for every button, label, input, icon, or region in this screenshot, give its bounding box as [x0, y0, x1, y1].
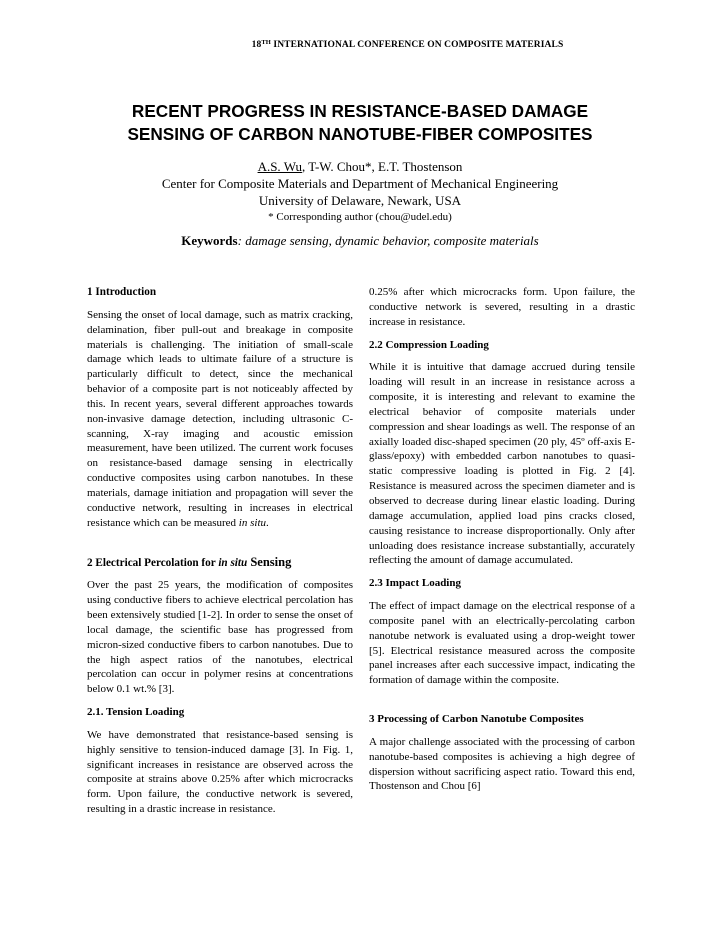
section-1-body: Sensing the onset of local damage, such as matrix cracking, delamination, fiber pull-out and breakage in composite materials is challenging. The initiation of small-scale damage which leads to ultimate failure of a structure is particularly difficult to detect, since the mechanical behavior of a composite part is not noticeably affected by this. In recent years, several different approaches towards non-invasive damage detection, including ultrasonic C-scanning, X-ray imaging and acoustic emission measurement, have been utilized. The current work focuses on resistance-based damage sensing in electrically conductive composites using carbon nanotubes. In these materials, damage initiation and propagation will sever the conductive network, resulting in increases in electrical resistance which can be measured in situ. [87, 308, 353, 529]
conference-ordinal-suffix: TH [261, 39, 271, 46]
conference-name: INTERNATIONAL CONFERENCE ON COMPOSITE MATERIALS [273, 40, 564, 50]
section-3-heading: 3 Processing of Carbon Nanotube Composites [369, 713, 584, 726]
right-column [369, 285, 635, 794]
section-2-1-heading: 2.1. Tension Loading [87, 706, 185, 719]
affiliation-line-1: Center for Composite Materials and Department of Mechanical Engineering [161, 176, 559, 191]
section-1-heading: 1 Introduction [87, 286, 157, 298]
section-2-body: Over the past 25 years, the modification of composites using conductive fibers to achieve electrical percolation has been extensively studied [1-2]. In order to sense the onset of local damage, the scientific base has progressed from micron-sized conductive fibers to carbon nanotubes. Due to the high aspect ratios of the nanotubes, electrical percolation can occur in polymer resins at concentrations below 0.1 wt.% [3]. [87, 579, 353, 696]
section-2-2-body: While it is intuitive that damage accrued during tensile loading will result in an increase in resistance across a composite, it is interesting and relevant to examine the electrical behavior of composite materials under compression and shear loadings as well. The response of an axially loaded disc-shaped specimen (20 ply, 45º off-axis E-glass/epoxy) with embedded carbon nanotubes to quasi-static compressive loading is plotted in Fig. 2 [4]. Resistance is measured across the specimen diameter and is observed to decrease during linear elastic loading. During damage accumulation, applied load pins cracks closed, causing resistance to increase disproportionally. Only after unloading does resistance increase substantially, accurately reflecting the amount of damage accumulated. [369, 361, 635, 567]
section-2-heading: 2 Electrical Percolation for in situ Sensing [87, 554, 292, 569]
section-2-3-heading: 2.3 Impact Loading [369, 577, 461, 590]
keywords-text: : damage sensing, dynamic behavior, composite materials [237, 233, 539, 248]
conference-header [0, 40, 720, 50]
author-names [0, 158, 720, 175]
section-2-3-body: The effect of impact damage on the electrical response of a composite panel with an electrically-percolating carbon nanotube network is evaluated using a drop-weight tower [5]. Electrical resistance measured across the composite panel increases after each successive impact, indicating the formation of damage within the composite. [369, 600, 635, 687]
author-block [0, 158, 720, 226]
corresponding-author: * Corresponding author (chou@udel.edu) [268, 211, 452, 223]
section-2-1-body: We have demonstrated that resistance-based sensing is highly sensitive to tension-induced damage [3]. In Fig. 1, significant increases in resistance are observed across the composite at strains above 0.25% after which microcracks form. Upon failure, the conductive network is severed, resulting in a drastic increase in resistance. [87, 728, 353, 816]
other-authors: , T-W. Chou*, E.T. Thostenson [301, 159, 463, 174]
first-author: A.S. Wu [257, 159, 302, 174]
conference-ordinal: 18 [251, 40, 262, 50]
left-column [87, 285, 353, 816]
title-line-1: RECENT PROGRESS IN RESISTANCE-BASED DAMAGE [131, 101, 589, 121]
keywords-label: Keywords [181, 233, 238, 248]
title-line-2: SENSING OF CARBON NANOTUBE-FIBER COMPOSITES [127, 124, 593, 144]
section-2-2-heading: 2.2 Compression Loading [369, 338, 489, 351]
section-3-body: A major challenge associated with the processing of carbon nanotube-based composites is achieving a high degree of dispersion without sacrificing aspect ratio. Toward this end, Thostenson and Chou [6] [369, 735, 635, 793]
keywords-line [0, 233, 720, 249]
section-2-1-body-continued: 0.25% after which microcracks form. Upon failure, the conductive network is severed, resulting in a drastic increase in resistance. [369, 286, 635, 328]
affiliation-line-2: University of Delaware, Newark, USA [258, 193, 462, 208]
paper-title [0, 100, 720, 146]
